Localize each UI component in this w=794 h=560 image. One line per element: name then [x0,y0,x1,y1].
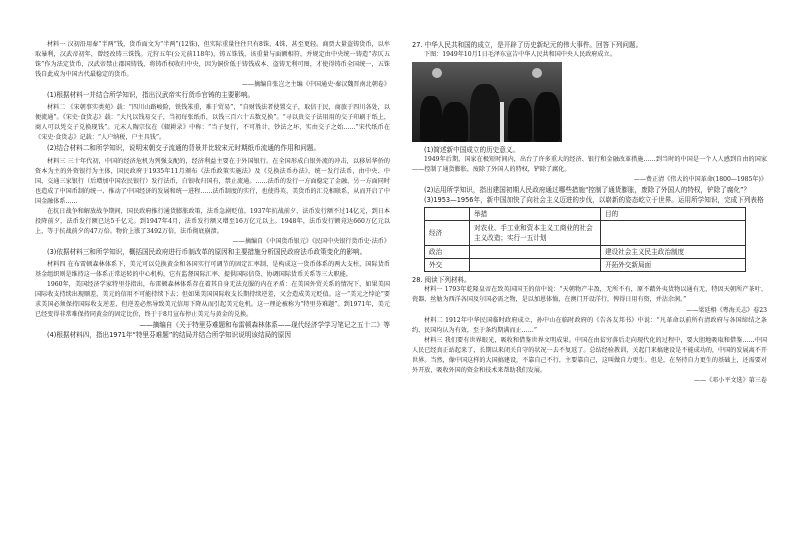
table-cell: 建设社会主义民主政治制度 [601,246,746,259]
table-header-row [425,208,746,221]
left-column [35,40,390,340]
table-header-cell: 举措 [470,208,601,221]
table-row [425,221,746,246]
question-4: (4)根据材料四，指出1971年“特里芬难题”的结局并结合所学知识说明该结局的原因 [47,331,291,340]
material-28-2: 材料二 1912年中华民国临时政府成立，孙中山在临时政府的《告各友邦书》中说：“凡革命以前所有清政府与各国缔结之条约，民国均认为有效，至于条约期满而止……” [412,316,767,334]
person-silhouette [420,96,442,142]
founding-ceremony-photo [412,62,562,142]
table-cell [601,221,746,246]
table-cell: 开拓外交新局面 [601,259,746,272]
table-cell: 经济 [425,221,470,246]
quote-fairbank: 1949年后期，国家在极短时间内，出台了许多重大的经济、银行和金融改革措施……到当时的中国是一个人人感到自由的国家——控制了通货膨胀，废除了外国人的特权，铲除了腐化。 [412,156,767,174]
material-1-source: ——摘编自张岂之主编《中国通史·秦汉魏晋南北朝卷》 [241,81,390,89]
question-1: (1)根据材料一并结合所学知识，指出汉武帝实行货币官铸的主要影响。 [47,91,255,100]
question-27-1: (1)简述新中国成立的历史意义。 [424,146,520,155]
material-4-part-2: 1960年，美国经济学家特里芬指出，布雷顿森林体系存在着其自身无法克服的内在矛盾：在美国外贸关系的情况下，如果美国国际收支持续出现顺差，美元的信用不可能持续下去；但如果美国国际收支长期持续逆差，又会造成美元贬值。这一“美元之悖论”要求美国必须保持国际收支逆差，但逆差必然导致美元信用下降从而引起美元危机。这一理论被称为“特里芬难题”。到1971年，美元已经变得非常难保持同黄金的固定比价，终于于8月宣布停止美元与黄金的兑换。 [35,281,390,319]
material-3-part-2: 在抗日战争和解放战争期间，国民政府推行通货膨胀政策，法币急剧贬值。1937年抗战前夕，法币发行额不过14亿元，到日本投降前夕，法币发行额已达5千亿元。到1947年4月，法币发行额又增至16万亿元以上。1948年，法币发行额竟达660万亿元以上，等于抗战前夕的47万倍。物价上涨了3492万倍，法币彻底崩溃。 [35,207,390,235]
person-silhouette [534,92,560,142]
figure-caption: 下图：1949年10月1日毛泽东宣告中华人民共和国中央人民政府成立。 [424,51,616,59]
material-28-1-source: ——梁廷枏《粤海关志》卷23 [686,306,767,314]
table-header-cell: 目的 [601,208,746,221]
material-28-1: 材料一 1793年乾隆皇帝在致英国国王的信中说：“天朝物产丰盈，无所不有，原不藉外夷货物以通有无，特因天朝所产茶叶、瓷器、丝觔为西洋各国及尔国必需之物，是以加恩体恤，在澳门开设洋行，俾得日用有资，并沾余润。” [412,286,767,304]
question-27-3: (3)1953—1956年，新中国加快了向社会主义迈进的步伐，以崭新的姿态屹立于世界。运用所学知识，完成下列表格 [424,196,764,205]
person-silhouette [508,98,532,142]
table-cell [470,246,601,259]
question-27-2: (2)运用所学知识，指出建国初期人民政府通过哪些措施“控制了通货膨胀，废除了外国人的特权，铲除了腐化”？ [424,186,751,195]
material-1: 材料一 汉初沿用秦“半两”钱，货币面文为“半两”(12铢)，但实际重量往往只有8铢、4铢，甚至更轻。商贾大量盗铸货币，以牟取暴利，汉武帝初年，曾经改铸三铢钱。元狩五年(公元前118年)，铸五铢钱，该重量与面额相符，并规定由中央统一铸造“赤仄五铢”作为法定货币，汉武帝禁止郡国铸钱，将铸币权收归中央，因为铜价低于铸钱成本、盗铸无利可图，才使得铸币全国统一，五铢钱自此成为中国古代最稳定的货币。 [35,41,390,79]
microphone-stand [500,102,504,142]
table-row [425,259,746,272]
right-column [412,40,767,386]
speaker-silhouette [470,84,500,142]
question-27: 27. 中华人民共和国的成立，是开辟了历史新纪元的伟大事件。回答下列问题。 [412,41,643,49]
material-3: 材料三 三十年代初，中国的经济危机为列强支配的，经济利益主要在于外国银行。在全国形成白银外流的冲击，以移居华侨的资本为主的外资银行为主体，国民政府于1935年11月颁布《法币政策实施法》及《兑换法币办法》，统一发行法币，由中央、中国、交通三家银行（后增加中国农民银行）发行法币，白银收归国有，禁止流通。……法币的发行一方面稳定了金融，另一方面同时也造成了中国币制的统一、推动了中国经济的发展和统一进程……法币制度的实行，也使得英、美货币的汇兑相联系，从而开启了中国金融体系…… [35,157,390,205]
table-cell: 对农业、手工业和资本主义工商业的社会主义改造；实行一五计划 [470,221,601,246]
material-28-3: 材料三 我们要有世界眼光，吸收和借鉴世界文明成果。中国在由贫穷落后走向现代化的过程中，要大胆地吸取和借鉴……中国人民已经真正站起来了，长期以来闭关自守的状况一去不复返了。总结经验教训，关起门来搞建设是不能成功的，中国的发展离不开世界。当然，像中国这样的大国搞建设，不靠自己不行，主要靠自己，这叫做自力更生。但是，在坚持自力更生的基础上，还需要对外开放，吸收外国的资金和技术来帮助我们发展。 [412,336,767,374]
table-row [425,246,746,259]
measures-table [424,207,746,272]
table-cell: 政治 [425,246,470,259]
material-28-3-source: ——《邓小平文选》第三卷 [693,376,767,384]
person-silhouette [442,102,468,142]
table-cell: 外交 [425,259,470,272]
question-28: 28. 阅读下列材料。 [412,276,471,285]
material-4: 材料四 在布雷顿森林体系下，美元可以兑换黄金和各国实行可调节的固定汇率制，是构成这一货币体系的两大支柱，国际货币基金组织则是维持这一体系正常运转的中心机构，它有监督国际汇率、提供国际信贷、协调国际货币关系等三大职能。 [35,260,390,279]
question-2: (2)结合材料二和所学知识，说明宋朝交子流通的背景并比较宋元时期纸币流通的作用和问题。 [47,144,321,153]
material-3-source: ——摘编自《中国货币银元》《民国中央银行货币史·法币》 [232,237,390,245]
table-header-cell [425,208,470,221]
lantern-shape [432,68,442,78]
quote-fairbank-source: ——费正清《伟大的中国革命(1800—1985年)》 [633,176,767,184]
material-2: 材料二 《宋朝事实类苑》载：“四川山路峻险，铁钱笨重，难于贸易”，“自财钱法者使置交子，取信于民，商旅于四川各处，以便流通”。《宋史·食货志》载：“大凡以钱易交子，当初每张纸币，以钱三百六十五数兑换”。“寻以贵交子法用用的交子印刷于纸上，商人可以凭交子兑换现钱”。元末人陶宗仪在《辍耕录》中称：“当子复行，不可胜计，钞法之坏，实由交子之始……”宋代纸币在《宋史·食货志》记载：“人户纳税，户主具钱”。 [35,104,390,142]
lantern-shape [532,68,542,78]
table-cell [470,259,601,272]
material-4-source: ——摘编自《关于特里芬难题和布雷顿森林体系——现代经济学学习笔记之五十二》等 [139,321,390,330]
question-3: (3)依据材料三和所学知识，概括国民政府进行币制改革的原因和主要措施分析国民政府法币政策变化的影响。 [47,247,367,256]
